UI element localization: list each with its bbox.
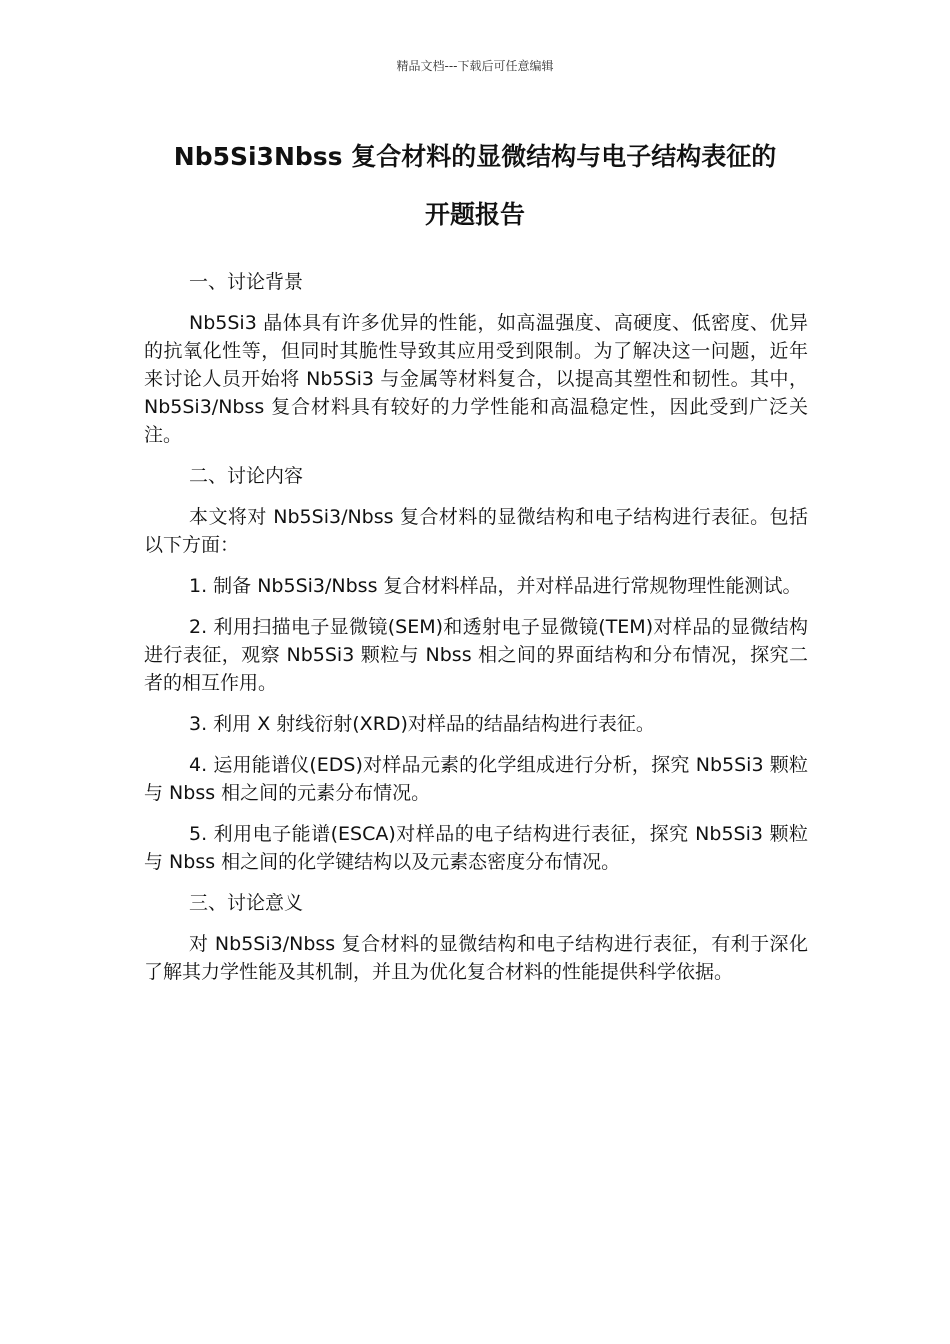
significance-paragraph: 对 Nb5Si3/Nbss 复合材料的显微结构和电子结构进行表征，有利于深化了解其力学性能及其机制，并且为优化复合材料的性能提供科学依据。 xyxy=(144,933,808,983)
section-heading-background: 一、讨论背景 xyxy=(189,271,304,293)
list-item: 5. 利用电子能谱(ESCA)对样品的电子结构进行表征，探究 Nb5Si3 颗粒与 Nbss 相之间的化学键结构以及元素态密度分布情况。 xyxy=(144,823,808,873)
document-title xyxy=(100,128,850,244)
section-heading-content: 二、讨论内容 xyxy=(189,465,304,487)
list-item: 4. 运用能谱仪(EDS)对样品元素的化学组成进行分析，探究 Nb5Si3 颗粒与 Nbss 相之间的元素分布情况。 xyxy=(144,754,808,804)
header-note: 精品文档---下载后可任意编辑 xyxy=(396,59,554,73)
title-line-1: Nb5Si3Nbss 复合材料的显微结构与电子结构表征的 xyxy=(173,142,777,171)
list-item: 3. 利用 X 射线衍射(XRD)对样品的结晶结构进行表征。 xyxy=(189,713,655,735)
section-heading-significance: 三、讨论意义 xyxy=(189,892,304,914)
title-line-2: 开题报告 xyxy=(424,200,525,229)
background-paragraph: Nb5Si3 晶体具有许多优异的性能，如高温强度、高硬度、低密度、优异的抗氧化性等，但同时其脆性导致其应用受到限制。为了解决这一问题，近年来讨论人员开始将 Nb5Si3 与金属等材料复合，以提高其塑性和韧性。其中，Nb5Si3/Nbss 复合材料具有较好的力学性能和高温稳定性，因此受到广泛关注。 xyxy=(144,312,808,446)
list-item: 2. 利用扫描电子显微镜(SEM)和透射电子显微镜(TEM)对样品的显微结构进行表征，观察 Nb5Si3 颗粒与 Nbss 相之间的界面结构和分布情况，探究二者的相互作用。 xyxy=(144,616,808,694)
document-body xyxy=(144,268,808,999)
list-item: 1. 制备 Nb5Si3/Nbss 复合材料样品，并对样品进行常规物理性能测试。 xyxy=(189,575,802,597)
content-intro-paragraph: 本文将对 Nb5Si3/Nbss 复合材料的显微结构和电子结构进行表征。包括以下方面： xyxy=(144,506,808,556)
